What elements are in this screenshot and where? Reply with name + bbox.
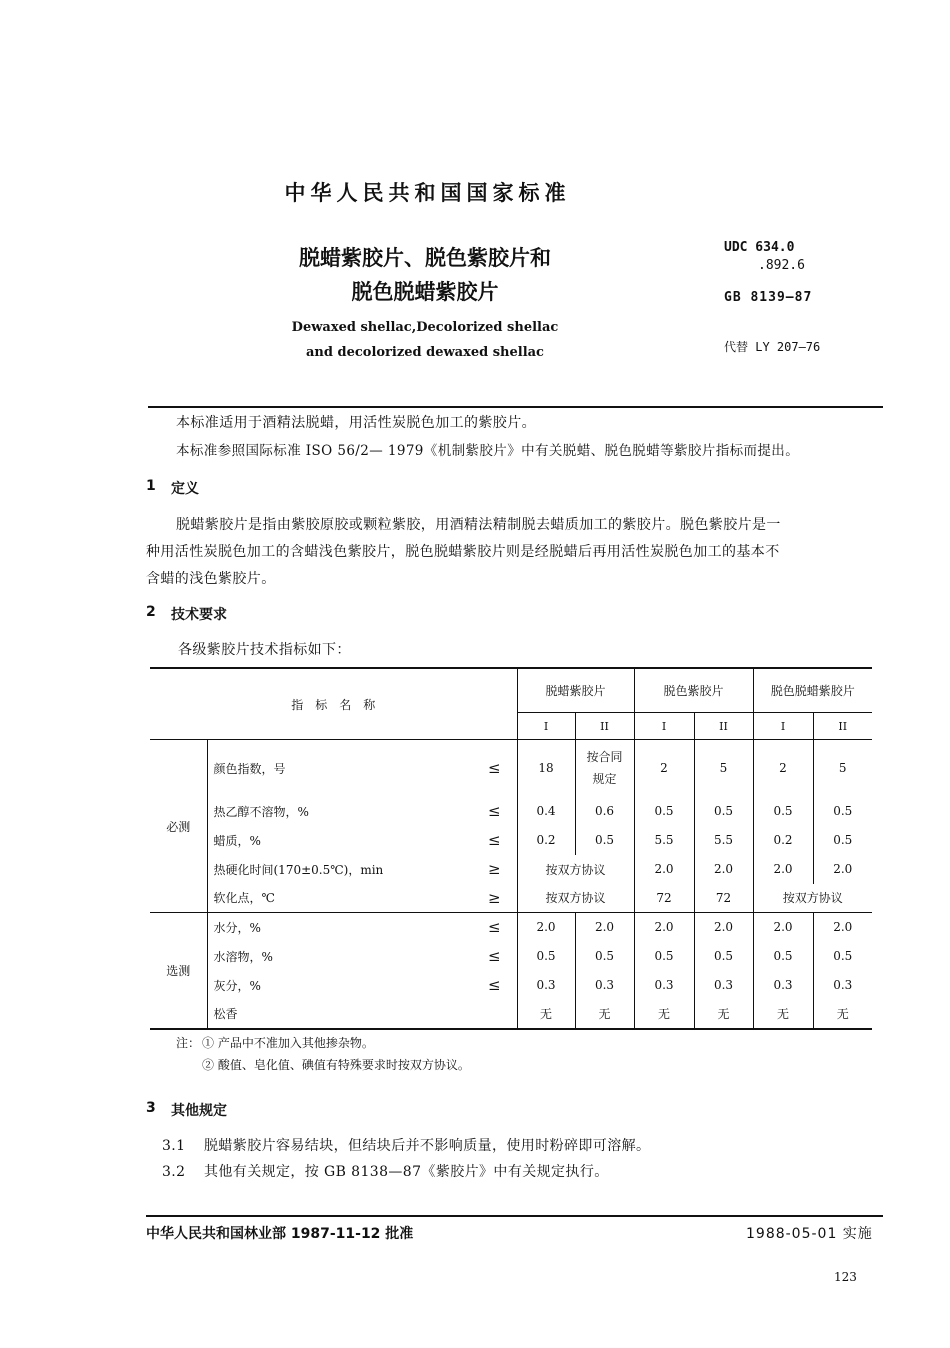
document-title-line1: 脱蜡紫胶片、脱色紫胶片和 (299, 246, 551, 270)
value-cell: 0.5 (575, 826, 634, 855)
specification-table (150, 667, 872, 1030)
table-row (150, 913, 872, 942)
group-optional-label: 选测 (150, 913, 207, 1029)
condition-symbol: ≤ (487, 831, 501, 849)
condition-symbol (472, 1000, 517, 1029)
value-cell: 0.2 (753, 826, 813, 855)
value-cell: 0.5 (694, 797, 753, 826)
table-intro: 各级紫胶片技术指标如下： (178, 642, 351, 658)
header-dewaxed-shellac: 脱蜡紫胶片 (517, 668, 634, 713)
note-label: 注： (176, 1036, 201, 1050)
condition-symbol: ≥ (487, 860, 501, 878)
condition-symbol: ≤ (487, 947, 501, 965)
value-cell: 0.3 (813, 971, 872, 1000)
table-row (150, 942, 872, 971)
indicator-name: 水分，% (207, 913, 472, 942)
value-cell: 0.5 (694, 942, 753, 971)
header-decolorized-shellac: 脱色紫胶片 (634, 668, 753, 713)
indicator-name: 软化点，℃ (213, 891, 275, 906)
header-divider (148, 406, 883, 408)
value-cell: 0.3 (634, 971, 694, 1000)
header-indicator-name: 指 标 名 称 (150, 668, 517, 740)
indicator-name: 松香 (207, 1000, 472, 1029)
document-title-line2: 脱色脱蜡紫胶片 (351, 280, 499, 304)
value-cell: 无 (694, 1000, 753, 1029)
value-cell: 0.5 (813, 942, 872, 971)
value-cell: 0.5 (634, 942, 694, 971)
group-required-label: 必测 (150, 740, 207, 913)
table-row (150, 971, 872, 1000)
table-row (150, 740, 872, 797)
value-cell: 0.5 (634, 797, 694, 826)
gb-number: GB 8139—87 (724, 290, 813, 305)
effective-date: 1988-05-01 实施 (746, 1226, 873, 1242)
condition-symbol: ≤ (472, 913, 517, 942)
approval-statement: 中华人民共和国林业部 1987-11-12 批准 (146, 1226, 414, 1242)
clause-3-2-number: 3.2 (162, 1164, 186, 1180)
grade-cell: II (694, 713, 753, 740)
udc-code-line2: .892.6 (758, 258, 805, 273)
value-cell: 2.0 (517, 913, 575, 942)
intro-paragraph-2: 本标准参照国际标准 ISO 56/2— 1979《机制紫胶片》中有关脱蜡、脱色脱蜡等紫胶片指标而提出。 (176, 443, 800, 459)
grade-cell: I (634, 713, 694, 740)
table-row (150, 1000, 872, 1029)
definition-line-1: 脱蜡紫胶片是指由紫胶原胶或颗粒紫胶，用酒精法精制脱去蜡质加工的紫胶片。脱色紫胶片是一 (176, 517, 781, 533)
intro-paragraph-1: 本标准适用于酒精法脱蜡，用活性炭脱色加工的紫胶片。 (176, 415, 536, 431)
value-cell: 2.0 (634, 913, 694, 942)
value-cell: 2.0 (694, 913, 753, 942)
value-cell: 按双方协议 (753, 884, 872, 913)
value-cell: 2.0 (753, 855, 813, 884)
value-cell: 2 (634, 740, 694, 797)
grade-cell: II (813, 713, 872, 740)
clause-3-1-number: 3.1 (162, 1138, 186, 1154)
footer-divider (146, 1215, 883, 1217)
value-cell: 0.2 (517, 826, 575, 855)
value-cell: 0.6 (575, 797, 634, 826)
note-2: ② 酸值、皂化值、碘值有特殊要求时按双方协议。 (202, 1058, 470, 1072)
value-cell: 无 (753, 1000, 813, 1029)
value-cell: 按双方协议 (517, 855, 634, 884)
value-cell: 0.5 (753, 797, 813, 826)
value-cell: 72 (634, 884, 694, 913)
table-header-row (150, 668, 872, 713)
replaces-standard: 代替 LY 207—76 (724, 340, 821, 354)
national-standard-title: 中华人民共和国国家标准 (284, 181, 571, 205)
value-cell: 无 (575, 1000, 634, 1029)
indicator-name: 热乙醇不溶物，% (213, 804, 309, 819)
page-number: 123 (834, 1270, 857, 1284)
section-1-title: 定义 (171, 481, 199, 497)
value-cell: 2.0 (813, 855, 872, 884)
value-cell: 72 (694, 884, 753, 913)
value-cell: 0.3 (694, 971, 753, 1000)
value-cell: 0.5 (813, 826, 872, 855)
value-cell: 无 (634, 1000, 694, 1029)
udc-code-line1: UDC 634.0 (724, 240, 795, 255)
value-cell: 2.0 (813, 913, 872, 942)
value-cell: 0.3 (517, 971, 575, 1000)
section-2-title: 技术要求 (171, 607, 227, 623)
condition-symbol: ≤ (487, 759, 501, 778)
definition-line-3: 含蜡的浅色紫胶片。 (146, 571, 276, 587)
section-3-number: 3 (146, 1100, 156, 1116)
value-cell: 无 (517, 1000, 575, 1029)
header-decolorized-dewaxed-shellac: 脱色脱蜡紫胶片 (753, 668, 872, 713)
indicator-name: 水溶物，% (213, 949, 273, 964)
grade-cell: I (753, 713, 813, 740)
value-cell: 18 (517, 740, 575, 797)
value-cell: 2.0 (694, 855, 753, 884)
clause-3-1-text: 脱蜡紫胶片容易结块，但结块后并不影响质量，使用时粉碎即可溶解。 (204, 1138, 651, 1154)
value-cell: 0.3 (753, 971, 813, 1000)
value-cell: 5 (694, 740, 753, 797)
indicator-name: 颜色指数，号 (213, 761, 286, 776)
value-cell: 0.5 (753, 942, 813, 971)
value-cell: 0.3 (575, 971, 634, 1000)
grade-cell: II (575, 713, 634, 740)
value-cell: 0.5 (575, 942, 634, 971)
value-cell: 2.0 (634, 855, 694, 884)
clause-3-2-text: 其他有关规定，按 GB 8138—87《紫胶片》中有关规定执行。 (204, 1164, 609, 1180)
value-cell: 0.5 (517, 942, 575, 971)
value-cell: 5.5 (694, 826, 753, 855)
condition-symbol: ≤ (487, 802, 501, 820)
grade-cell: I (517, 713, 575, 740)
value-cell: 0.4 (517, 797, 575, 826)
value-cell: 5 (813, 740, 872, 797)
condition-symbol: ≤ (487, 976, 501, 994)
condition-symbol: ≥ (487, 888, 501, 907)
indicator-name: 热硬化时间(170±0.5℃)，min (213, 862, 384, 877)
value-cell: 2.0 (575, 913, 634, 942)
value-cell: 5.5 (634, 826, 694, 855)
value-cell: 按双方协议 (517, 884, 634, 913)
value-cell: 按合同规定 (575, 740, 634, 797)
table-row (150, 855, 872, 884)
english-title-line2: and decolorized dewaxed shellac (306, 345, 544, 360)
value-cell: 无 (813, 1000, 872, 1029)
value-cell: 0.5 (813, 797, 872, 826)
indicator-name: 蜡质，% (213, 833, 261, 848)
section-2-number: 2 (146, 604, 156, 620)
section-1-number: 1 (146, 478, 156, 494)
value-cell: 2 (753, 740, 813, 797)
value-cell: 2.0 (753, 913, 813, 942)
table-row (150, 797, 872, 826)
note-1: ① 产品中不准加入其他掺杂物。 (202, 1036, 374, 1050)
table-row (150, 884, 872, 913)
definition-line-2: 种用活性炭脱色加工的含蜡浅色紫胶片，脱色脱蜡紫胶片则是经脱蜡后再用活性炭脱色加工的基本不 (146, 544, 780, 560)
indicator-name: 灰分，% (213, 978, 261, 993)
section-3-title: 其他规定 (171, 1103, 227, 1119)
table-row (150, 826, 872, 855)
english-title-line1: Dewaxed shellac,Decolorized shellac (291, 320, 559, 335)
